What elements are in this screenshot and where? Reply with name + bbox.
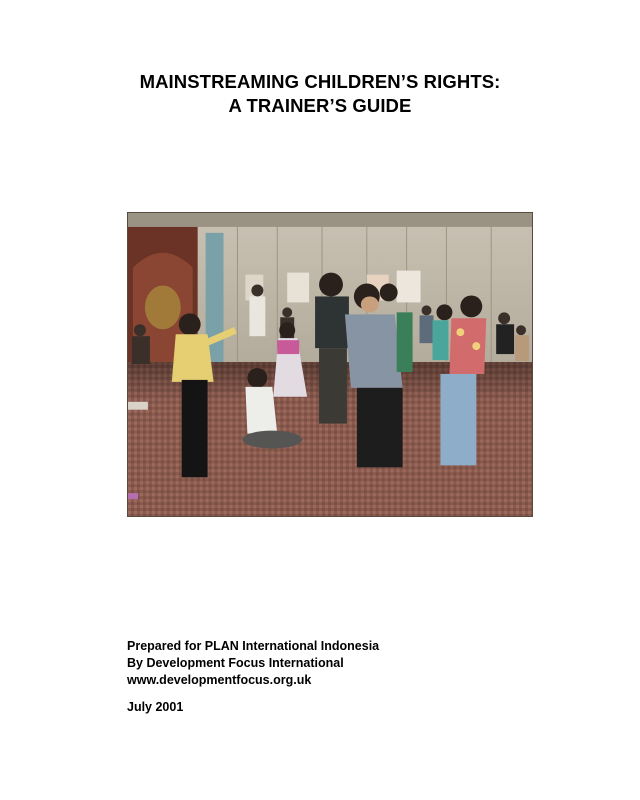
credits-author: By Development Focus International [127, 656, 344, 670]
document-title [0, 70, 640, 118]
cover-photo-illustration [128, 213, 532, 516]
credits-prepared-for: Prepared for PLAN International Indonesia [127, 639, 380, 653]
cover-photo [127, 212, 533, 517]
credits-website: www.developmentfocus.org.uk [127, 673, 312, 687]
title-line-2: A TRAINER’S GUIDE [228, 95, 412, 116]
title-line-1: MAINSTREAMING CHILDREN’S RIGHTS: [139, 71, 501, 92]
publication-date: July 2001 [127, 700, 184, 714]
credits-block [127, 638, 379, 689]
